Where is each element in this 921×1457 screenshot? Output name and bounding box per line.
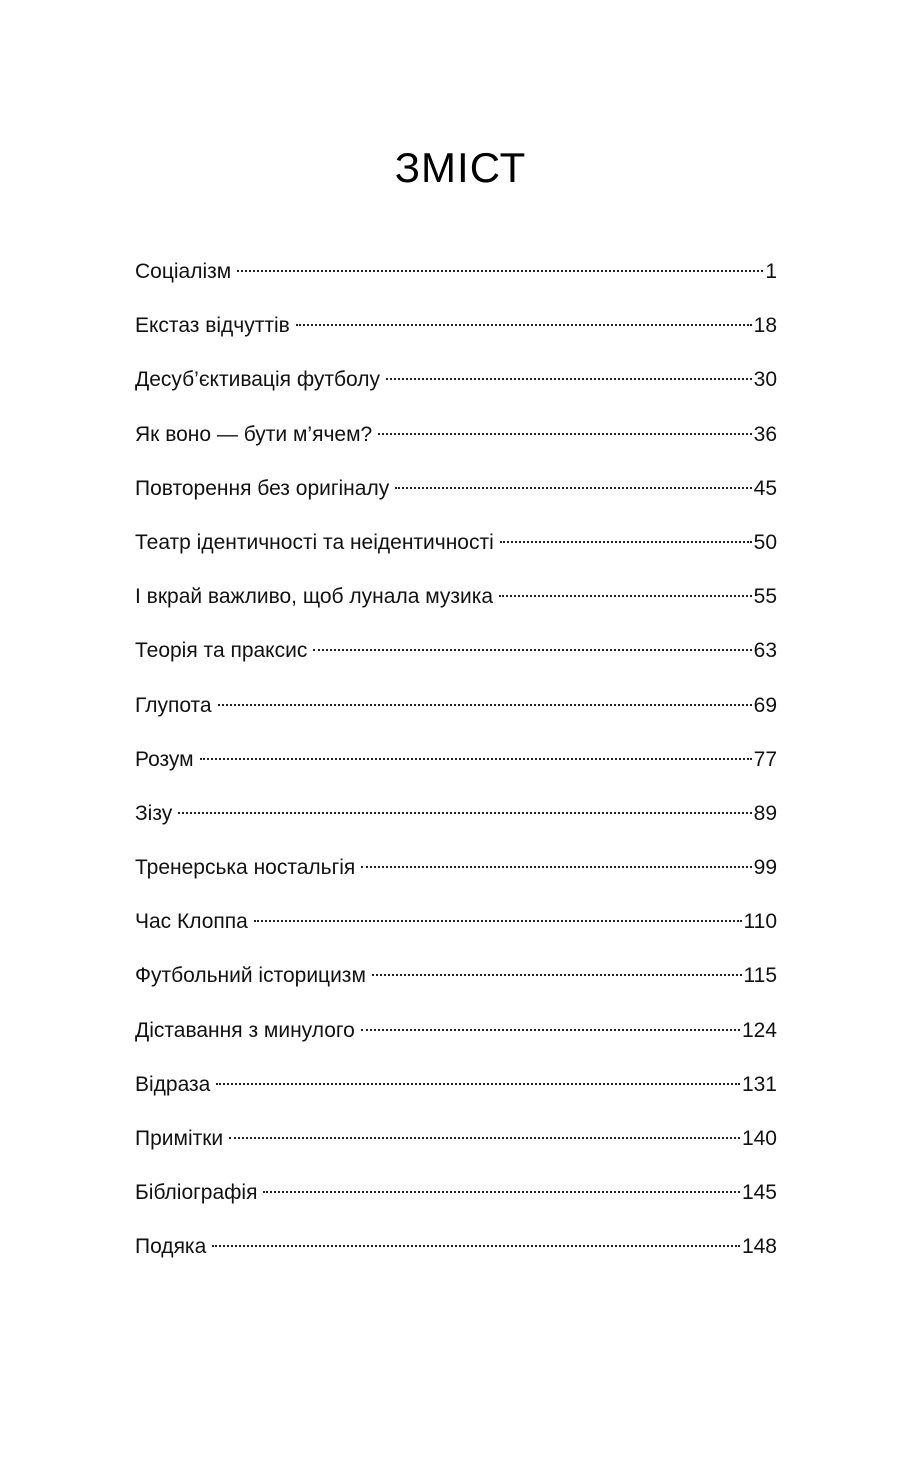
toc-entry-page: 99	[753, 856, 777, 880]
toc-entry-page: 131	[741, 1072, 777, 1096]
toc-entry-page: 45	[753, 476, 777, 500]
toc-entry-page: 110	[743, 910, 777, 934]
dot-leader	[212, 1225, 740, 1253]
dot-leader	[499, 575, 752, 603]
toc-entry[interactable]	[135, 1171, 777, 1225]
dot-leader	[200, 738, 752, 766]
toc-entry-page: 69	[753, 693, 777, 717]
table-of-contents	[135, 250, 777, 1280]
toc-entry-page: 55	[753, 585, 777, 609]
dot-leader	[178, 792, 751, 820]
toc-entry-title: І вкрай важливо, щоб лунала музика	[135, 585, 494, 609]
toc-entry-title: Бібліографія	[135, 1181, 258, 1205]
toc-entry[interactable]	[135, 1009, 777, 1063]
toc-entry[interactable]	[135, 467, 777, 521]
toc-entry-title: Відраза	[135, 1072, 211, 1096]
dot-leader	[395, 467, 751, 495]
toc-entry[interactable]	[135, 684, 777, 738]
toc-entry-title: Розум	[135, 747, 194, 771]
toc-entry-page: 77	[753, 747, 777, 771]
toc-entry[interactable]	[135, 413, 777, 467]
dot-leader	[361, 1009, 740, 1037]
toc-entry-title: Подяка	[135, 1235, 207, 1259]
toc-entry-page: 63	[753, 639, 777, 663]
toc-entry[interactable]	[135, 738, 777, 792]
toc-entry-title: Глупота	[135, 693, 212, 717]
page-title: ЗМІСТ	[394, 144, 527, 191]
dot-leader	[216, 1063, 740, 1091]
dot-leader	[372, 954, 742, 982]
toc-entry-page: 30	[753, 368, 777, 392]
dot-leader	[218, 684, 752, 712]
toc-entry-title: Футбольний історицизм	[135, 964, 366, 988]
toc-entry-page: 1	[765, 260, 777, 283]
toc-entry[interactable]	[135, 575, 777, 629]
toc-entry[interactable]	[135, 521, 777, 575]
toc-entry-title: Повторення без оригіналу	[135, 476, 390, 500]
dot-leader	[229, 1117, 740, 1145]
toc-entry[interactable]	[135, 792, 777, 846]
toc-entry-title: Примітки	[135, 1127, 224, 1150]
dot-leader	[378, 413, 751, 441]
dot-leader	[500, 521, 752, 549]
toc-entry[interactable]	[135, 358, 777, 412]
dot-leader	[263, 1171, 739, 1199]
toc-entry-title: Як воно — бути м’ячем?	[135, 422, 373, 446]
toc-entry-page: 18	[753, 314, 777, 338]
toc-entry-page: 115	[743, 964, 777, 988]
toc-entry[interactable]	[135, 1117, 777, 1171]
dot-leader	[386, 358, 752, 386]
toc-entry-title: Екстаз відчуттів	[135, 314, 290, 338]
toc-entry-page: 124	[741, 1018, 777, 1042]
toc-entry[interactable]	[135, 304, 777, 358]
toc-entry-title: Десуб’єктивація футболу	[135, 368, 380, 392]
toc-entry-page: 140	[741, 1127, 777, 1150]
dot-leader	[296, 304, 752, 332]
toc-entry[interactable]	[135, 846, 777, 900]
toc-entry-page: 50	[753, 530, 777, 554]
toc-entry[interactable]	[135, 954, 777, 1008]
toc-entry-title: Час Клоппа	[135, 910, 248, 934]
toc-entry-page: 89	[753, 801, 777, 825]
toc-entry[interactable]	[135, 250, 777, 304]
toc-entry[interactable]	[135, 1225, 777, 1279]
toc-entry-title: Тренерська ностальгія	[135, 856, 356, 880]
dot-leader	[254, 900, 742, 928]
toc-entry[interactable]	[135, 900, 777, 954]
dot-leader	[361, 846, 751, 874]
dot-leader	[237, 250, 763, 278]
toc-entry-title: Театр ідентичності та неідентичності	[135, 530, 494, 554]
toc-entry-title: Соціалізм	[135, 260, 232, 283]
toc-entry-title: Діставання з минулого	[135, 1018, 355, 1042]
toc-entry-page: 36	[753, 422, 777, 446]
dot-leader	[313, 629, 751, 657]
toc-entry-title: Теорія та праксис	[135, 639, 308, 663]
toc-entry-title: Зізу	[135, 801, 173, 825]
toc-entry-page: 145	[741, 1181, 777, 1205]
toc-entry[interactable]	[135, 1063, 777, 1117]
toc-entry[interactable]	[135, 629, 777, 683]
toc-entry-page: 148	[741, 1235, 777, 1259]
